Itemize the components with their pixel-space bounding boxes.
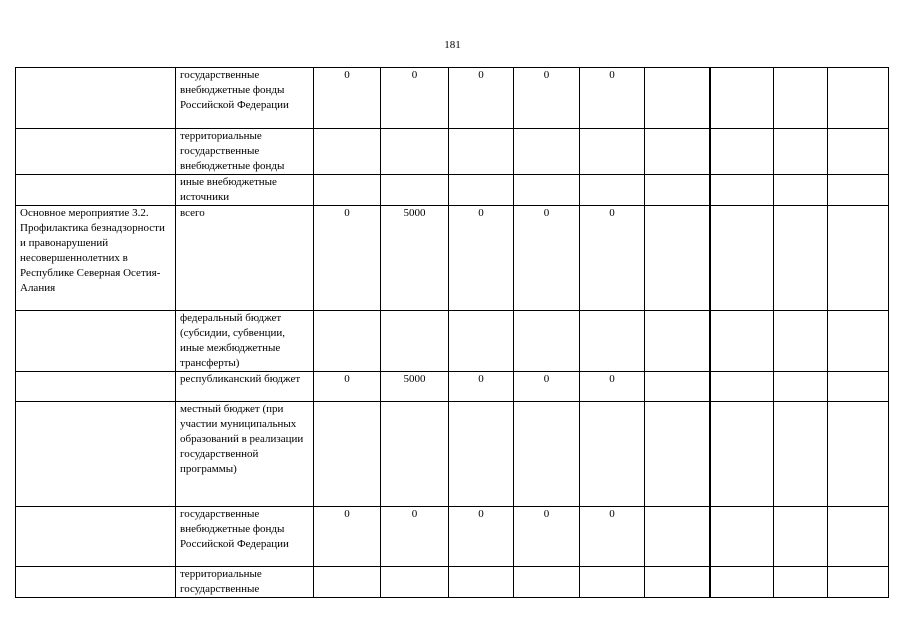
value-cell (580, 567, 645, 598)
value-cell (381, 311, 449, 372)
value-cell (774, 372, 828, 402)
value-cell (449, 402, 514, 507)
value-cell: 0 (449, 372, 514, 402)
value-cell (580, 311, 645, 372)
value-cell (580, 129, 645, 175)
value-cell (774, 206, 828, 311)
value-cell (828, 129, 889, 175)
value-cell: 0 (514, 372, 580, 402)
table-row (16, 567, 889, 598)
value-cell: 0 (314, 206, 381, 311)
value-cell (449, 567, 514, 598)
funding-source-cell: республиканский бюджет (176, 372, 314, 402)
value-cell (314, 311, 381, 372)
activity-cell (16, 129, 176, 175)
value-cell (710, 372, 774, 402)
value-cell: 0 (580, 206, 645, 311)
budget-table (15, 67, 889, 598)
funding-source-cell: иные внебюджетные источники (176, 175, 314, 206)
value-cell: 0 (514, 68, 580, 129)
value-cell: 0 (449, 507, 514, 567)
value-cell: 0 (381, 68, 449, 129)
value-cell (774, 311, 828, 372)
funding-source-cell: всего (176, 206, 314, 311)
value-cell: 0 (314, 68, 381, 129)
value-cell (774, 175, 828, 206)
value-cell (314, 129, 381, 175)
table-row (16, 129, 889, 175)
value-cell: 0 (580, 507, 645, 567)
value-cell (774, 567, 828, 598)
table-row (16, 68, 889, 129)
value-cell (580, 175, 645, 206)
table-row (16, 311, 889, 372)
value-cell (514, 129, 580, 175)
value-cell (774, 68, 828, 129)
value-cell (710, 175, 774, 206)
value-cell (449, 129, 514, 175)
value-cell (710, 311, 774, 372)
funding-source-cell: федеральный бюджет (субсидии, субвенции, иные межбюджетные трансферты) (176, 311, 314, 372)
value-cell (828, 206, 889, 311)
value-cell: 0 (580, 372, 645, 402)
funding-source-cell: местный бюджет (при участии муниципальных образований в реализации государственной программы) (176, 402, 314, 507)
value-cell (381, 129, 449, 175)
value-cell: 0 (514, 507, 580, 567)
funding-source-cell: государственные внебюджетные фонды Российской Федерации (176, 507, 314, 567)
value-cell (710, 206, 774, 311)
value-cell (774, 402, 828, 507)
activity-cell (16, 402, 176, 507)
value-cell (645, 175, 710, 206)
value-cell (514, 402, 580, 507)
value-cell: 0 (449, 206, 514, 311)
value-cell (449, 311, 514, 372)
value-cell (580, 402, 645, 507)
value-cell (710, 567, 774, 598)
table-row (16, 507, 889, 567)
value-cell (710, 68, 774, 129)
value-cell (514, 567, 580, 598)
table-row (16, 402, 889, 507)
value-cell (828, 175, 889, 206)
activity-cell (16, 372, 176, 402)
value-cell: 5000 (381, 372, 449, 402)
value-cell (828, 402, 889, 507)
table-row (16, 175, 889, 206)
value-cell: 0 (314, 372, 381, 402)
value-cell (449, 175, 514, 206)
value-cell (710, 402, 774, 507)
value-cell (381, 175, 449, 206)
activity-cell: Основное мероприятие 3.2. Профилактика безнадзорности и правонарушений несовершеннолетних в Республике Северная Осетия-Алания (16, 206, 176, 311)
value-cell (645, 507, 710, 567)
value-cell: 0 (381, 507, 449, 567)
value-cell (774, 129, 828, 175)
value-cell (774, 507, 828, 567)
funding-source-cell: территориальные государственные (176, 567, 314, 598)
value-cell (828, 372, 889, 402)
value-cell (710, 129, 774, 175)
value-cell (381, 567, 449, 598)
value-cell (828, 507, 889, 567)
activity-cell (16, 311, 176, 372)
value-cell (645, 567, 710, 598)
funding-source-cell: территориальные государственные внебюджетные фонды (176, 129, 314, 175)
table-row (16, 206, 889, 311)
funding-source-cell: государственные внебюджетные фонды Российской Федерации (176, 68, 314, 129)
page-number: 181 (444, 39, 461, 51)
value-cell (828, 311, 889, 372)
value-cell (314, 567, 381, 598)
activity-cell (16, 567, 176, 598)
value-cell: 5000 (381, 206, 449, 311)
value-cell: 0 (580, 68, 645, 129)
value-cell (645, 311, 710, 372)
value-cell (828, 68, 889, 129)
value-cell (645, 402, 710, 507)
value-cell (645, 372, 710, 402)
value-cell (645, 68, 710, 129)
activity-cell (16, 175, 176, 206)
value-cell (381, 402, 449, 507)
activity-cell (16, 507, 176, 567)
value-cell (514, 311, 580, 372)
value-cell (514, 175, 580, 206)
value-cell (314, 402, 381, 507)
value-cell: 0 (314, 507, 381, 567)
value-cell: 0 (514, 206, 580, 311)
value-cell: 0 (449, 68, 514, 129)
value-cell (828, 567, 889, 598)
table-row (16, 372, 889, 402)
activity-cell (16, 68, 176, 129)
value-cell (314, 175, 381, 206)
value-cell (645, 129, 710, 175)
value-cell (710, 507, 774, 567)
value-cell (645, 206, 710, 311)
